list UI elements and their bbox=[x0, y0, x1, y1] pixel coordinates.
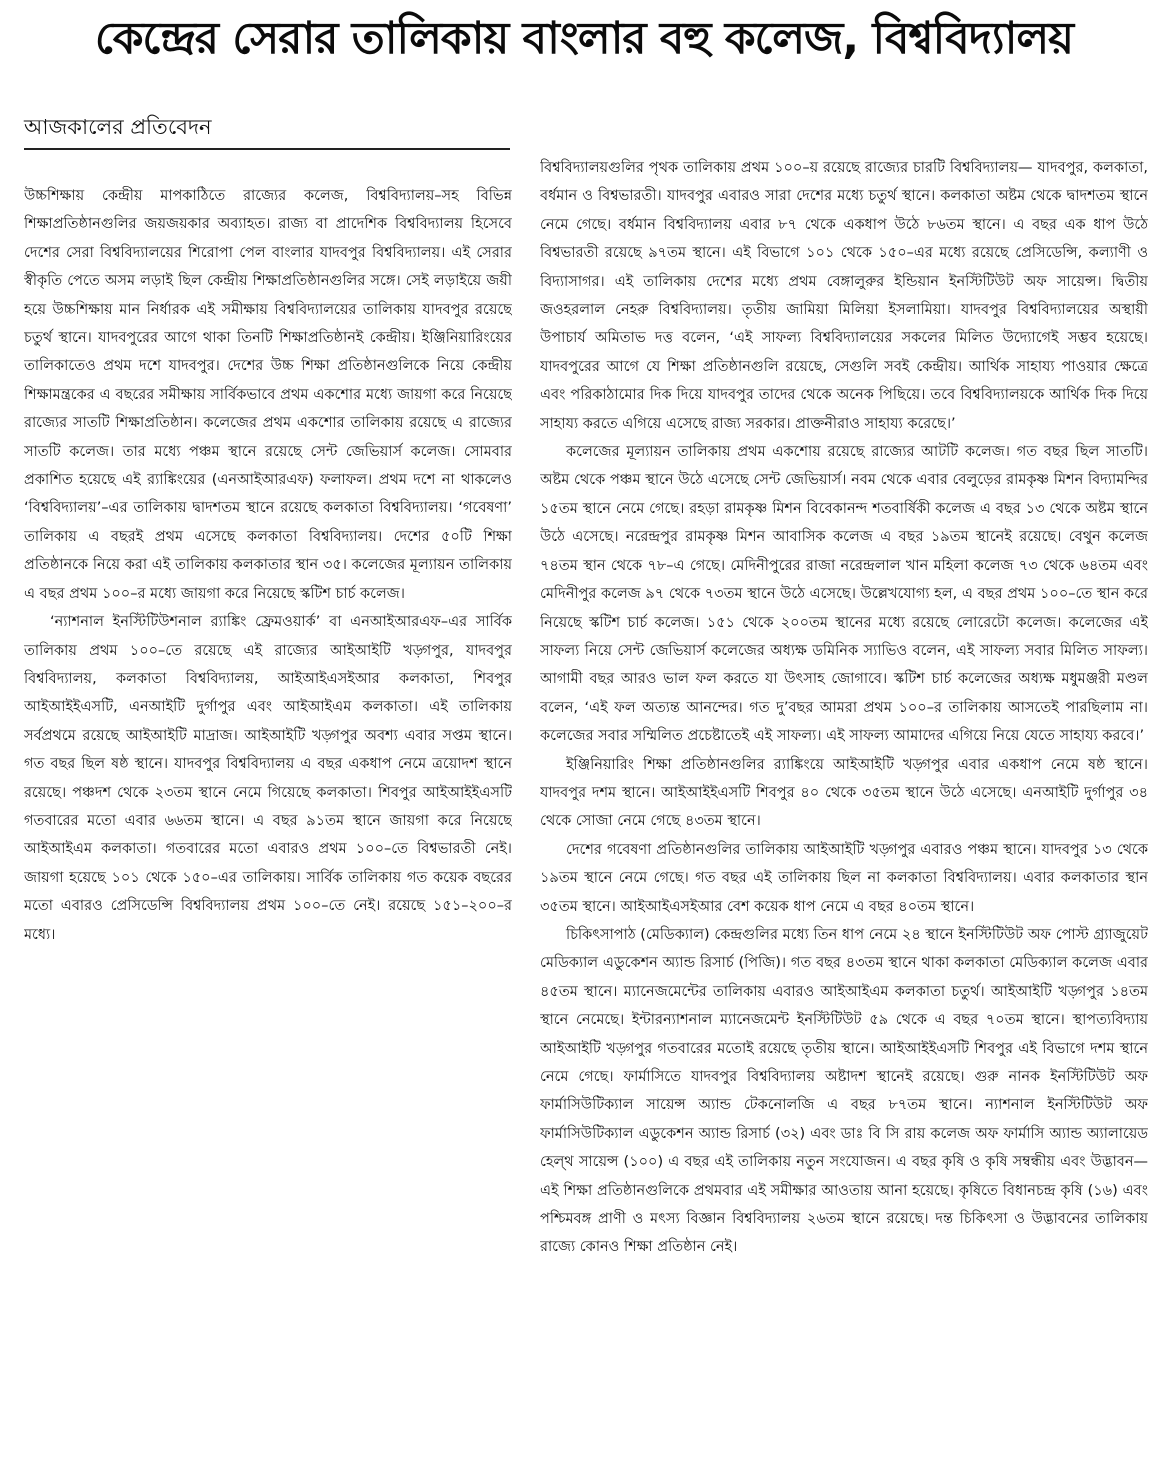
paragraph: ইঞ্জিনিয়ারিং শিক্ষা প্রতিষ্ঠানগুলির র‌্যাঙ্কিংয়ে আইআইটি খড়্গপুর এবার একধাপ নেমে ষষ্ঠ স্থানে। যাদবপুর দশম স্থানে। আইআইইএসটি শিবপুর ৪০ থেকে ৩৫তম স্থানে উঠে এসেছে। এনআইটি দুর্গাপুর ৩৪ থেকে সোজা নেমে গেছে ৪৩তম স্থানে। bbox=[540, 756, 1148, 830]
paragraph: বিশ্ববিদ্যালয়গুলির পৃথক তালিকায় প্রথম ১০০–য় রয়েছে রাজ্যের চারটি বিশ্ববিদ্যালয়— যাদবপুর, কলকাতা, বর্ধমান ও বিশ্বভারতী। যাদবপুর এবারও সারা দেশের মধ্যে চতুর্থ স্থানে। কলকাতা অষ্টম থেকে দ্বাদশতম স্থানে নেমে গেছে। বর্ধমান বিশ্ববিদ্যালয় এবার ৮৭ থেকে একধাপ উঠে ৮৬তম স্থানে। এ বছর এক ধাপ উঠে বিশ্বভারতী রয়েছে ৯৭তম স্থানে। এই বিভাগে ১০১ থেকে ১৫০–এর মধ্যে রয়েছে প্রেসিডেন্সি, কল্যাণী ও বিদ্যাসাগর। এই তালিকায় দেশের মধ্যে প্রথম বেঙ্গালুরুর ইন্ডিয়ান ইনস্টিটিউট অফ সায়েন্স। দ্বিতীয় জওহরলাল নেহরু বিশ্ববিদ্যালয়। তৃতীয় জামিয়া মিলিয়া ইসলামিয়া। যাদবপুর বিশ্ববিদ্যালয়ের অস্থায়ী উপাচার্য অমিতাভ দত্ত বলেন, ‘এই সাফল্য বিশ্ববিদ্যালয়ের সকলের মিলিত উদ্যোগেই সম্ভব হয়েছে। যাদবপুরের আগে যে শিক্ষা প্রতিষ্ঠানগুলি রয়েছে, সেগুলি সবই কেন্দ্রীয়। আর্থিক সাহায্য পাওয়ার ক্ষেত্রে এবং পরিকাঠামোর দিক দিয়ে যাদবপুর তাদের থেকে অনেক পিছিয়ে। তবে বিশ্ববিদ্যালয়কে আর্থিক দিক দিয়ে সাহায্য করতে এগিয়ে এসেছে রাজ্য সরকার। প্রাক্তনীরাও সাহায্য করেছে।’ bbox=[540, 160, 1148, 432]
paragraph: চিকিৎসাপাঠ (মেডিক্যাল) কেন্দ্রগুলির মধ্যে তিন ধাপ নেমে ২৪ স্থানে ইনস্টিটিউট অফ পোস্ট গ্র্যাজুয়েট মেডিক্যাল এডুকেশন অ্যান্ড রিসার্চ (পিজি)। গত বছর ৪৩তম স্থানে থাকা কলকাতা মেডিক্যাল কলেজ এবার ৪৫তম স্থানে। ম্যানেজমেন্টের তালিকায় এবারও আইআইএম কলকাতা চতুর্থ। আইআইটি খড়্গপুর ১৪তম স্থানে নেমেছে। ইন্টারন্যাশনাল ম্যানেজমেন্ট ইনস্টিটিউট ৫৯ থেকে এ বছর ৭০তম স্থানে। স্থাপত্যবিদ্যায় আইআইটি খড়্গপুর গতবারের মতোই রয়েছে তৃতীয় স্থানে। আইআইইএসটি শিবপুর এই বিভাগে দশম স্থানে নেমে গেছে। ফার্মাসিতে যাদবপুর বিশ্ববিদ্যালয় অষ্টাদশ স্থানেই রয়েছে। গুরু নানক ইনস্টিটিউট অফ ফার্মাসিউটিক্যাল সায়েন্স অ্যান্ড টেকনোলজি এ বছর ৮৭তম স্থানে। ন্যাশনাল ইনস্টিটিউট অফ ফার্মাসিউটিক্যাল এডুকেশন অ্যান্ড রিসার্চ (৩২) এবং ডাঃ বি সি রায় কলেজ অফ ফার্মাসি অ্যান্ড অ্যালায়েড হেল্‌থ সায়েন্স (১০০) এ বছর এই তালিকায় নতুন সংযোজন। এ বছর কৃষি ও কৃষি সম্বন্ধীয় এবং উদ্ভাবন— এই শিক্ষা প্রতিষ্ঠানগুলিকে প্রথমবার এই সমীক্ষার আওতায় আনা হয়েছে। কৃষিতে বিধানচন্দ্র কৃষি (১৬) এবং পশ্চিমবঙ্গ প্রাণী ও মৎস্য বিজ্ঞান বিশ্ববিদ্যালয় ২৬তম স্থানে রয়েছে। দন্ত চিকিৎসা ও উদ্ভাবনের তালিকায় রাজ্যে কোনও শিক্ষা প্রতিষ্ঠান নেই। bbox=[540, 926, 1148, 1256]
paragraph: উচ্চশিক্ষায় কেন্দ্রীয় মাপকাঠিতে রাজ্যের কলেজ, বিশ্ববিদ্যালয়–সহ বিভিন্ন শিক্ষাপ্রতিষ্ঠানগুলির জয়জয়কার অব্যাহত। রাজ্য বা প্রাদেশিক বিশ্ববিদ্যালয় হিসেবে দেশের সেরা বিশ্ববিদ্যালয়ের শিরোপা পেল বাংলার যাদবপুর বিশ্ববিদ্যালয়। এই সেরার স্বীকৃতি পেতে অসম লড়াই ছিল কেন্দ্রীয় শিক্ষাপ্রতিষ্ঠানগুলির সঙ্গে। সেই লড়াইয়ে জয়ী হয়ে উচ্চশিক্ষায় মান নির্ধারক এই সমীক্ষায় বিশ্ববিদ্যালয়ের তালিকায় যাদবপুর রয়েছে চতুর্থ স্থানে। যাদবপুরের আগে থাকা তিনটি শিক্ষাপ্রতিষ্ঠানই কেন্দ্রীয়। ইঞ্জিনিয়ারিংয়ের তালিকাতেও প্রথম দশে যাদবপুর। দেশের উচ্চ শিক্ষা প্রতিষ্ঠানগুলিকে নিয়ে কেন্দ্রীয় শিক্ষামন্ত্রকের এ বছরের সমীক্ষায় সার্বিকভাবে প্রথম একশোর মধ্যে জায়গা করে নিয়েছে রাজ্যের সাতটি শিক্ষাপ্রতিষ্ঠান। কলেজের প্রথম একশোর তালিকায় রয়েছে এ রাজ্যের সাতটি কলেজ। তার মধ্যে পঞ্চম স্থানে রয়েছে সেন্ট জেভিয়ার্স কলেজ। সোমবার প্রকাশিত হয়েছে এই র‌্যাঙ্কিংয়ের (এনআইআরএফ) ফলাফল। প্রথম দশে না থাকলেও ‘বিশ্ববিদ্যালয়’–এর তালিকায় দ্বাদশতম স্থানে রয়েছে কলকাতা বিশ্ববিদ্যালয়। ‘গবেষণা’ তালিকায় এ বছরই প্রথম এসেছে কলকাতা বিশ্ববিদ্যালয়। দেশের ৫০টি শিক্ষা প্রতিষ্ঠানকে নিয়ে করা এই তালিকায় কলকাতার স্থান ৩৫। কলেজের মূল্যায়ন তালিকায় এ বছর প্রথম ১০০–র মধ্যে জায়গা করে নিয়েছে স্কটিশ চার্চ কলেজ। bbox=[24, 188, 512, 602]
paragraph: ‘ন্যাশনাল ইনস্টিটিউশনাল র‌্যাঙ্কিং ফ্রেমওয়ার্ক’ বা এনআইআরএফ–এর সার্বিক তালিকায় প্রথম ১০০–তে রয়েছে এই রাজ্যের আইআইটি খড়্গপুর, যাদবপুর বিশ্ববিদ্যালয়, কলকাতা বিশ্ববিদ্যালয়, আইআইএসইআর কলকাতা, শিবপুর আইআইইএসটি, এনআইটি দুর্গাপুর এবং আইআইএম কলকাতা। এই তালিকায় সর্বপ্রথমে রয়েছে আইআইটি মাদ্রাজ। আইআইটি খড়্গপুর অবশ্য এবার সপ্তম স্থানে। গত বছর ছিল ষষ্ঠ স্থানে। যাদবপুর বিশ্ববিদ্যালয় এ বছর একধাপ নেমে ত্রয়োদশ স্থানে রয়েছে। পঞ্চদশ থেকে ২৩তম স্থানে নেমে গিয়েছে কলকাতা। শিবপুর আইআইইএসটি গতবারের মতো এবার ৬৬তম স্থানে। এ বছর ৯১তম স্থানে জায়গা করে নিয়েছে আইআইএম কলকাতা। গতবারের মতো এবারও প্রথম ১০০–তে বিশ্বভারতী নেই। জায়গা হয়েছে ১০১ থেকে ১৫০–এর তালিকায়। সার্বিক তালিকায় গত কয়েক বছরের মতো এবারও প্রেসিডেন্সি বিশ্ববিদ্যালয় প্রথম ১০০–তে নেই। রয়েছে ১৫১–২০০–র মধ্যে। bbox=[24, 614, 512, 943]
article-column-left bbox=[24, 182, 512, 1182]
headline: কেন্দ্রের সেরার তালিকায় বাংলার বহু কলেজ, বিশ্ববিদ্যালয় bbox=[94, 13, 1074, 64]
byline: আজকালের প্রতিবেদন bbox=[24, 112, 510, 150]
article-column-right bbox=[540, 154, 1148, 1454]
paragraph: কলেজের মূল্যায়ন তালিকায় প্রথম একশোয় রয়েছে রাজ্যের আটটি কলেজ। গত বছর ছিল সাতটি। অষ্টম থেকে পঞ্চম স্থানে উঠে এসেছে সেন্ট জেভিয়ার্স। নবম থেকে এবার বেলুড়ের রামকৃষ্ণ মিশন বিদ্যামন্দির ১৫তম স্থানে নেমে গেছে। রহড়া রামকৃষ্ণ মিশন বিবেকানন্দ শতবার্ষিকী কলেজ এ বছর ১৩ থেকে অষ্টম স্থানে উঠে এসেছে। নরেন্দ্রপুর রামকৃষ্ণ মিশন আবাসিক কলেজ এ বছর ১৯তম স্থানেই রয়েছে। বেথুন কলেজ ৭৪তম স্থান থেকে ৭৮–এ গেছে। মেদিনীপুরের রাজা নরেন্দ্রলাল খান মহিলা কলেজ ৭৩ থেকে ৬৪তম এবং মেদিনীপুর কলেজ ৯৭ থেকে ৭৩তম স্থানে উঠে এসেছে। উল্লেখযোগ্য হল, এ বছর প্রথম ১০০–তে স্থান করে নিয়েছে স্কটিশ চার্চ কলেজ। ১৫১ থেকে ২০০তম স্থানের মধ্যে রয়েছে লোরেটো কলেজ। কলেজের এই সাফল্য নিয়ে সেন্ট জেভিয়ার্স কলেজের অধ্যক্ষ ডমিনিক স্যাভিও বলেন, এই সাফল্য সবার মিলিত সাফল্য। আগামী বছর আরও ভাল ফল করতে যা উৎসাহ জোগাবে। স্কটিশ চার্চ কলেজের অধ্যক্ষ মধুমঞ্জরী মণ্ডল বলেন, ‘এই ফল অত্যন্ত আনন্দের। গত দু’বছর আমরা প্রথম ১০০–র তালিকায় আসতেই পারছিলাম না। কলেজের সবার সম্মিলিত প্রচেষ্টাতেই এই সাফল্য। এই সাফল্য আমাদের এগিয়ে নিয়ে যেতে সাহায্য করবে।’ bbox=[540, 444, 1148, 745]
paragraph: দেশের গবেষণা প্রতিষ্ঠানগুলির তালিকায় আইআইটি খড়্গপুর এবারও পঞ্চম স্থানে। যাদবপুর ১৩ থেকে ১৯তম স্থানে নেমে গেছে। গত বছর এই তালিকায় ছিল না কলকাতা বিশ্ববিদ্যালয়। এবার কলকাতার স্থান ৩৫তম স্থানে। আইআইএসইআর বেশ কয়েক ধাপ নেমে এ বছর ৪০তম স্থানে। bbox=[540, 841, 1148, 915]
